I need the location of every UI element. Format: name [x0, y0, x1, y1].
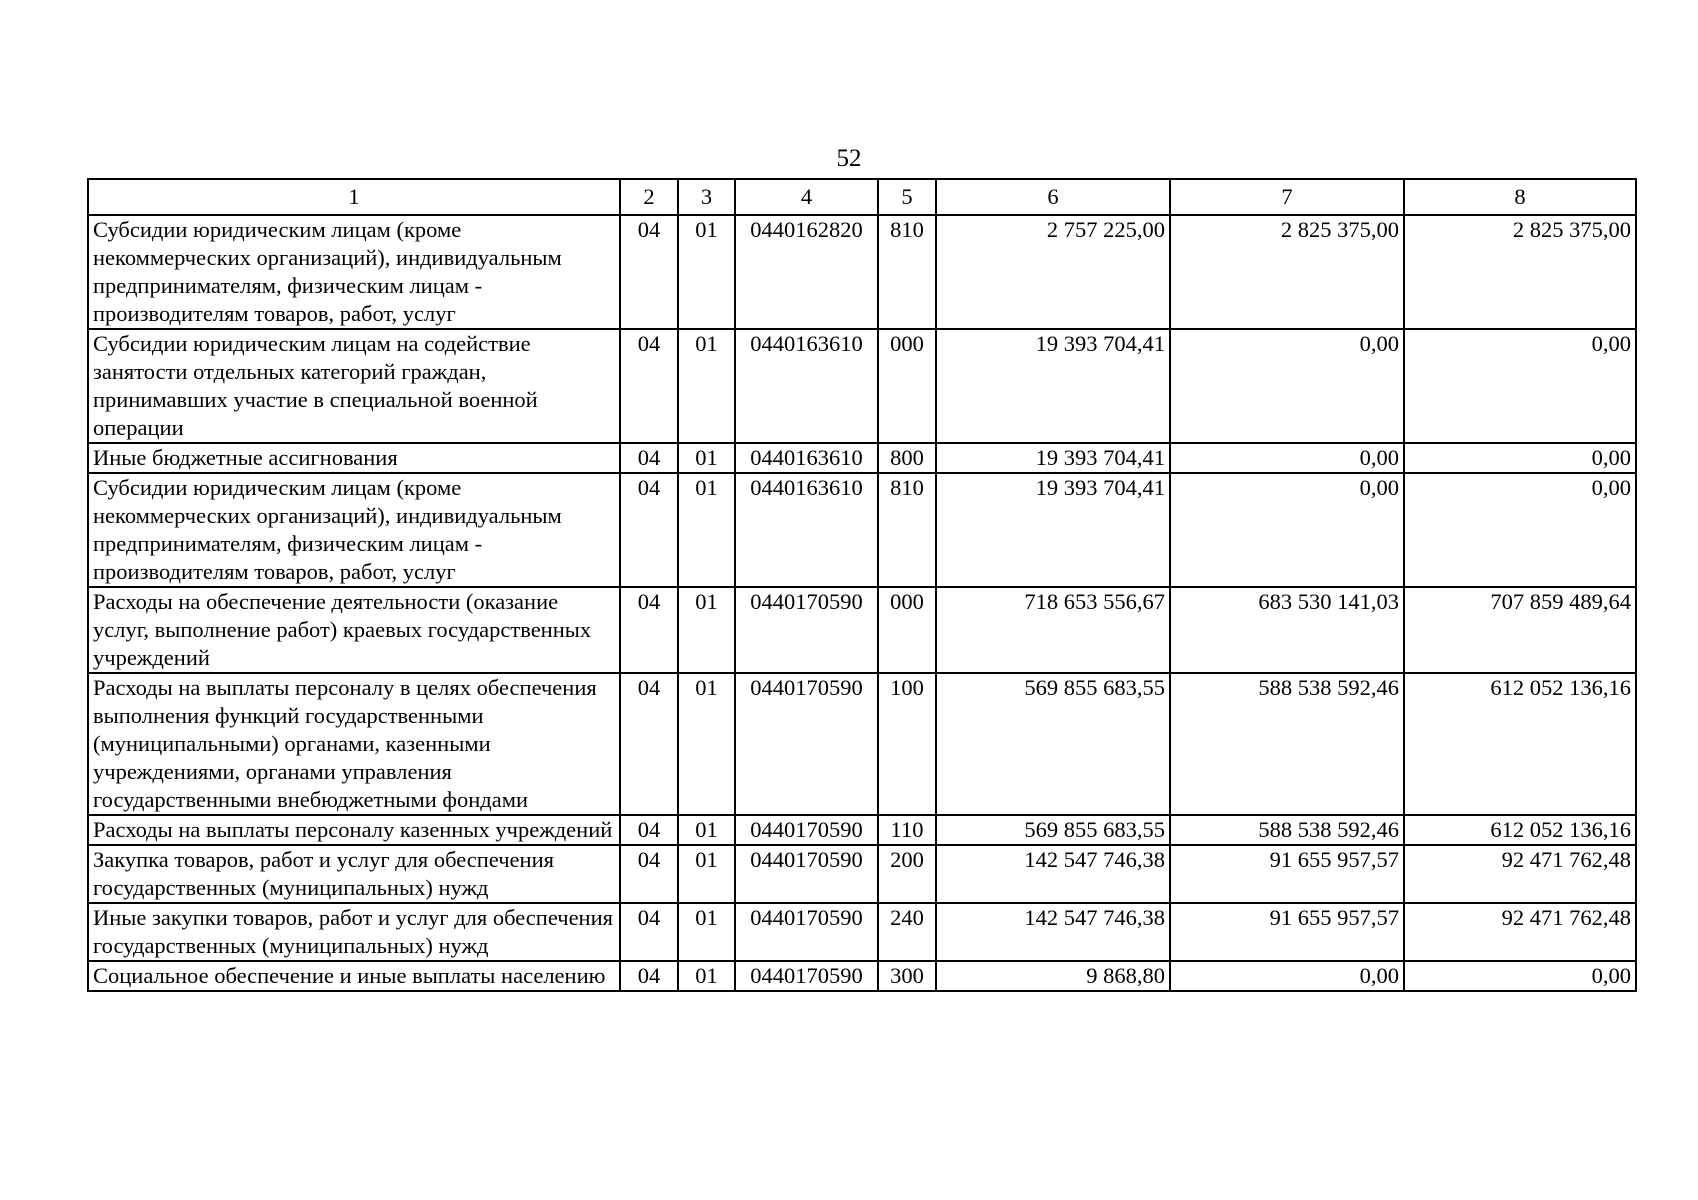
row-name: Социальное обеспечение и иные выплаты населению	[88, 961, 620, 991]
table-row	[88, 473, 1636, 587]
row-subsection: 01	[678, 961, 735, 991]
column-header-7: 7	[1170, 179, 1404, 215]
row-name: Субсидии юридическим лицам (кроме некоммерческих организаций), индивидуальным предпринимателям, физическим лицам - производителям товаров, работ, услуг	[88, 473, 620, 587]
row-expense-type: 240	[878, 903, 936, 961]
row-name: Субсидии юридическим лицам (кроме некоммерческих организаций), индивидуальным предпринимателям, физическим лицам - производителям товаров, работ, услуг	[88, 215, 620, 329]
row-name: Иные закупки товаров, работ и услуг для обеспечения государственных (муниципальных) нужд	[88, 903, 620, 961]
table-row	[88, 443, 1636, 473]
row-section: 04	[620, 329, 678, 443]
row-amount-8: 0,00	[1404, 329, 1636, 443]
column-header-3: 3	[678, 179, 735, 215]
row-expense-type: 810	[878, 215, 936, 329]
row-amount-8: 92 471 762,48	[1404, 845, 1636, 903]
row-expense-type: 800	[878, 443, 936, 473]
row-amount-6: 2 757 225,00	[936, 215, 1170, 329]
row-amount-6: 142 547 746,38	[936, 903, 1170, 961]
row-amount-6: 19 393 704,41	[936, 329, 1170, 443]
row-expense-type: 200	[878, 845, 936, 903]
row-amount-8: 2 825 375,00	[1404, 215, 1636, 329]
table-row	[88, 673, 1636, 815]
row-expense-type: 000	[878, 329, 936, 443]
row-section: 04	[620, 587, 678, 673]
table-row	[88, 587, 1636, 673]
row-section: 04	[620, 845, 678, 903]
row-subsection: 01	[678, 845, 735, 903]
row-amount-7: 683 530 141,03	[1170, 587, 1404, 673]
row-expense-type: 100	[878, 673, 936, 815]
row-amount-7: 0,00	[1170, 443, 1404, 473]
row-amount-8: 612 052 136,16	[1404, 673, 1636, 815]
row-amount-6: 142 547 746,38	[936, 845, 1170, 903]
budget-table	[87, 178, 1637, 992]
row-amount-7: 2 825 375,00	[1170, 215, 1404, 329]
column-header-1: 1	[88, 179, 620, 215]
row-amount-6: 569 855 683,55	[936, 815, 1170, 845]
row-section: 04	[620, 673, 678, 815]
row-expense-type: 000	[878, 587, 936, 673]
row-amount-6: 718 653 556,67	[936, 587, 1170, 673]
row-amount-6: 9 868,80	[936, 961, 1170, 991]
row-amount-7: 0,00	[1170, 329, 1404, 443]
row-expense-type: 110	[878, 815, 936, 845]
row-section: 04	[620, 903, 678, 961]
row-subsection: 01	[678, 329, 735, 443]
row-amount-6: 19 393 704,41	[936, 473, 1170, 587]
row-subsection: 01	[678, 473, 735, 587]
row-name: Расходы на выплаты персоналу казенных учреждений	[88, 815, 620, 845]
row-amount-8: 0,00	[1404, 961, 1636, 991]
row-amount-7: 0,00	[1170, 473, 1404, 587]
row-target-item: 0440170590	[735, 673, 878, 815]
table-row	[88, 903, 1636, 961]
row-name: Закупка товаров, работ и услуг для обеспечения государственных (муниципальных) нужд	[88, 845, 620, 903]
row-section: 04	[620, 215, 678, 329]
row-amount-8: 707 859 489,64	[1404, 587, 1636, 673]
column-header-4: 4	[735, 179, 878, 215]
row-section: 04	[620, 961, 678, 991]
row-name: Расходы на обеспечение деятельности (оказание услуг, выполнение работ) краевых государственных учреждений	[88, 587, 620, 673]
row-amount-6: 569 855 683,55	[936, 673, 1170, 815]
row-amount-8: 612 052 136,16	[1404, 815, 1636, 845]
row-name: Субсидии юридическим лицам на содействие занятости отдельных категорий граждан, принимавших участие в специальной военной операции	[88, 329, 620, 443]
column-header-6: 6	[936, 179, 1170, 215]
row-target-item: 0440170590	[735, 815, 878, 845]
row-subsection: 01	[678, 443, 735, 473]
row-subsection: 01	[678, 673, 735, 815]
row-amount-7: 588 538 592,46	[1170, 673, 1404, 815]
row-amount-7: 91 655 957,57	[1170, 903, 1404, 961]
row-subsection: 01	[678, 903, 735, 961]
row-subsection: 01	[678, 815, 735, 845]
row-amount-6: 19 393 704,41	[936, 443, 1170, 473]
row-section: 04	[620, 815, 678, 845]
row-amount-8: 0,00	[1404, 443, 1636, 473]
table-row	[88, 815, 1636, 845]
row-target-item: 0440163610	[735, 329, 878, 443]
header-row	[88, 179, 1636, 215]
row-target-item: 0440170590	[735, 961, 878, 991]
row-amount-7: 91 655 957,57	[1170, 845, 1404, 903]
row-amount-8: 92 471 762,48	[1404, 903, 1636, 961]
row-expense-type: 300	[878, 961, 936, 991]
table-row	[88, 215, 1636, 329]
column-header-5: 5	[878, 179, 936, 215]
column-header-2: 2	[620, 179, 678, 215]
row-name: Иные бюджетные ассигнования	[88, 443, 620, 473]
row-target-item: 0440162820	[735, 215, 878, 329]
row-expense-type: 810	[878, 473, 936, 587]
row-target-item: 0440163610	[735, 473, 878, 587]
page-number: 52	[836, 145, 862, 172]
table-row	[88, 961, 1636, 991]
table-row	[88, 329, 1636, 443]
table-row	[88, 845, 1636, 903]
row-target-item: 0440170590	[735, 845, 878, 903]
column-header-8: 8	[1404, 179, 1636, 215]
row-section: 04	[620, 443, 678, 473]
row-target-item: 0440170590	[735, 587, 878, 673]
row-target-item: 0440170590	[735, 903, 878, 961]
row-amount-8: 0,00	[1404, 473, 1636, 587]
row-subsection: 01	[678, 215, 735, 329]
row-subsection: 01	[678, 587, 735, 673]
row-section: 04	[620, 473, 678, 587]
row-name: Расходы на выплаты персоналу в целях обеспечения выполнения функций государственными (муниципальными) органами, казенными учреждениями, органами управления государственными внебюджетными фондами	[88, 673, 620, 815]
row-target-item: 0440163610	[735, 443, 878, 473]
row-amount-7: 588 538 592,46	[1170, 815, 1404, 845]
row-amount-7: 0,00	[1170, 961, 1404, 991]
